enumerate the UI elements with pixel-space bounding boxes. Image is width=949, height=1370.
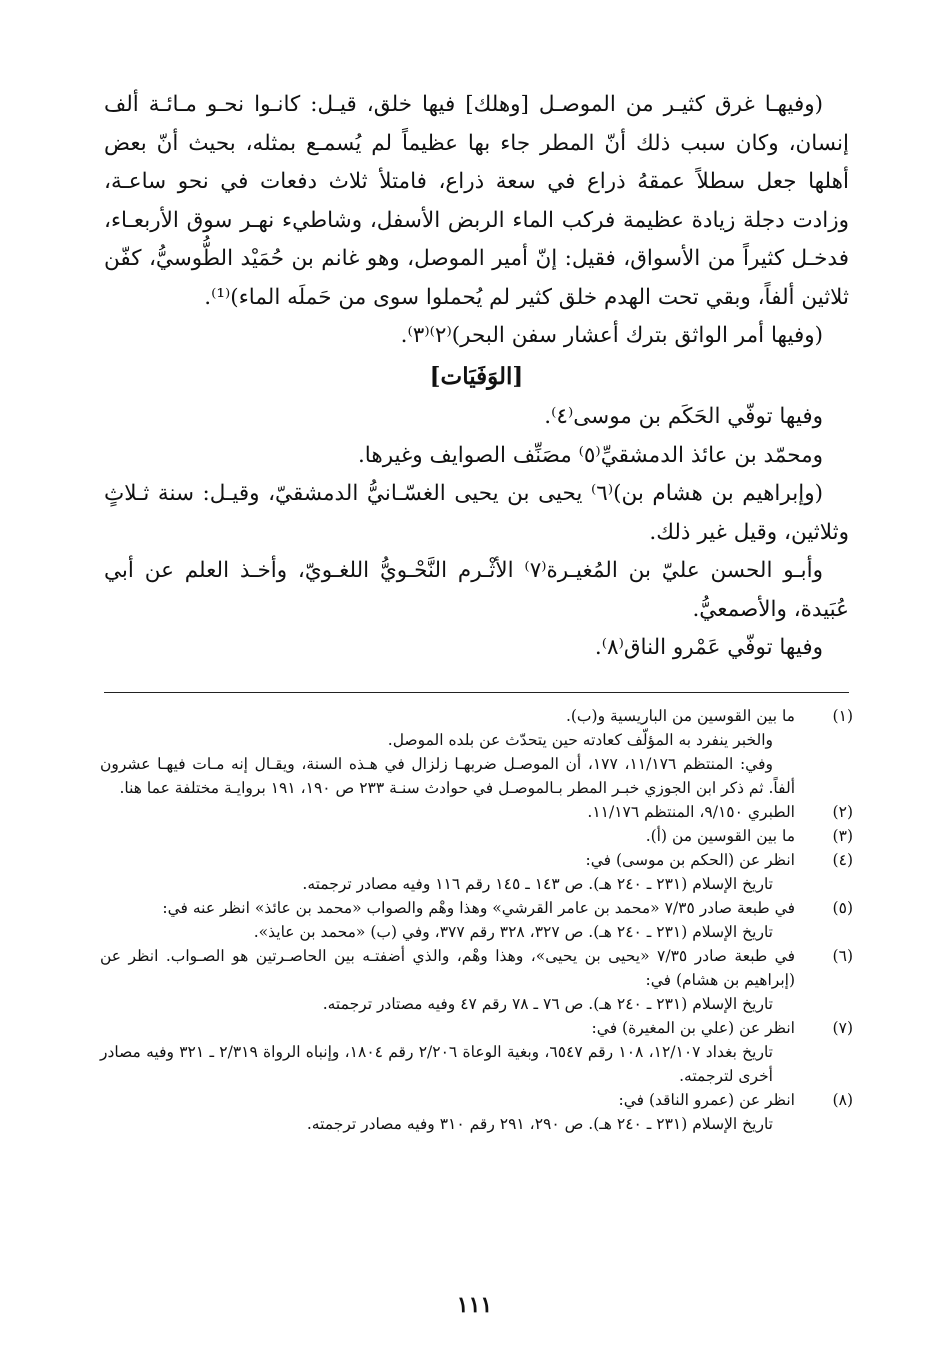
- section-title: [الوَفَيَات]: [429, 362, 524, 390]
- footnote-number: (٥): [832, 899, 853, 917]
- footnote-number: (٨): [832, 1091, 853, 1109]
- footnote-7: [100, 1016, 853, 1088]
- footnote-number: (١): [832, 707, 853, 725]
- footnote-line: تاريخ الإسلام (٢٣١ ـ ٢٤٠ هـ). ص ٢٩٠، ٢٩١ رقم ٣١٠ وفيه مصادر ترجمته.: [306, 1115, 773, 1133]
- entry-muhammad: ومحمّد بن عائذ الدمشقيِّ⁽٥⁾ مصَنِّف الصوايف وغيرها.: [357, 442, 823, 468]
- page-number: ١١١: [456, 1292, 493, 1318]
- footnote-line: ما بين القوسين من (أ).: [645, 827, 795, 845]
- footnote-number: (٧): [832, 1019, 853, 1037]
- paragraph-wathiq: (وفيها أمر الواثق بترك أعشار سفن البحر)⁽٢⁾⁽٣⁾.: [400, 323, 823, 348]
- footnote-number: (٤): [832, 851, 853, 869]
- footnote-number: (٦): [832, 947, 853, 965]
- footnote-line: انظر عن (عمرو الناقد) في:: [618, 1091, 795, 1109]
- entry-ibrahim: (وإبراهيم بن هشام بن)⁽٦⁾ يحيى بن يحيى الغسّـانيُّ الدمشقيّ، وقيـل: سنة ثـلاثٍ وثلاثين، وقيل غير ذلك.: [104, 481, 849, 545]
- footnotes: [100, 704, 853, 1136]
- footnote-line: والخبر ينفرد به المؤلّف كعادته حين يتحدّث عن بلده الموصل.: [387, 731, 773, 749]
- footnote-line: انظر عن (علي بن المغيرة) في:: [591, 1019, 795, 1037]
- entry-ali: وأبـو الحسن عليّ بن المُغيـرة⁽٧⁾ الأثْـرم النَّحْـويُّ اللغـويّ، وأخـذ العلم عن أبي عُبَيدة، والأصمعيُّ.: [104, 558, 849, 622]
- footnote-number: (٣): [832, 827, 853, 845]
- footnote-line: تاريخ بغداد ١٢/١٠٧، ١٠٨ رقم ٦٥٤٧، وبغية الوعاة ٢/٢٠٦ رقم ١٨٠٤، وإنباه الرواة ٢/٣١٩ ـ ٣٢١ وفيه مصادر أخرى لترجمته.: [100, 1043, 773, 1085]
- entry-hakam: وفيها توفّي الحَكَم بن موسى⁽٤⁾.: [544, 404, 823, 429]
- footnote-line: الطبري ٩/١٥٠، المنتظم ١١/١٧٦.: [587, 803, 795, 821]
- footnote-5: [100, 896, 853, 944]
- footnote-2: [100, 800, 853, 824]
- footnote-line: ما بين القوسين من الباريسية و(ب).: [565, 707, 795, 725]
- entry-amr: وفيها توفّي عَمْرو الناق⁽٨⁾.: [594, 635, 823, 660]
- footnote-number: (٢): [832, 803, 853, 821]
- footnote-line: تاريخ الإسلام (٢٣١ ـ ٢٤٠ هـ). ص ١٤٣ ـ ١٤٥ رقم ١١٦ وفيه مصادر ترجمته.: [302, 875, 773, 893]
- footnote-line: تاريخ الإسلام (٢٣١ ـ ٢٤٠ هـ). ص ٧٦ ـ ٧٨ رقم ٤٧ وفيه مصتادر ترجمته.: [322, 995, 773, 1013]
- footnote-divider: [104, 692, 849, 693]
- footnote-4: [100, 848, 853, 896]
- footnote-line: وفي: المنتظم ١١/١٧٦، ١٧٧، أن الموصـل ضربهـا زلزال في هـذه السنة، ويقـال إنه مـات فيهـا عشرون ألفاً. ثم ذكر ابن الجوزي خبـر المطر بـالموصـل في حوادث سنـة ٢٣٣ ص ١٩٠، ١٩١ بروايـة مختلفة عما هنا.: [100, 755, 795, 797]
- footnote-line: تاريخ الإسلام (٢٣١ ـ ٢٤٠ هـ). ص ٣٢٧، ٣٢٨ رقم ٣٧٧، وفي (ب) «محمد بن عايذ».: [253, 923, 773, 941]
- paragraph-flood: (وفيهـا غرق كثيـر من الموصـل [وهلك] فيها خلق، قيـل: كانـوا نحـو مـائـة ألف إنسان، وكان سبب ذلك أنّ المطر جاء بها عظيماً لم يُسمـع بمثله، بحيث أنّ بعض أهلها جعل سطلاً عمقهُ ذراع في سعة ذراع، فامتلأ ثلاث دفعات في نحو ساعـة، وزادت دجلة زيادة عظيمة فركب الماء الربض الأسفل، وشاطيء نهـر سوق الأربعـاء، فدخـل كثيراً من الأسواق، فقيل: إنّ أمير الموصل، وهو غانم بن حُمَيْد الطُّوسيُّ، كفّن ثلاثين ألفاً، وبقي تحت الهدم خلق كثير لم يُحملوا سوى من حَملَه الماء)⁽¹⁾.: [104, 92, 849, 310]
- footnote-line: في طبعة صادر ٧/٣٥ «يحيى بن يحيى»، وهذا وهْم، والذي أضفتـه بين الحاصـرتين هو الصـواب. انظر عن (إبراهيم بن هشام) في:: [100, 947, 796, 989]
- footnote-1: [100, 704, 853, 800]
- footnote-6: [100, 944, 853, 1016]
- footnote-line: في طبعة صادر ٧/٣٥ «محمد بن عامر القرشي» وهذا وهْم والصواب «محمد بن عائذ» انظر عنه في:: [162, 899, 795, 917]
- main-text: [104, 86, 849, 668]
- footnote-3: [100, 824, 853, 848]
- footnote-8: [100, 1088, 853, 1136]
- footnote-line: انظر عن (الحكم بن موسى) في:: [585, 851, 795, 869]
